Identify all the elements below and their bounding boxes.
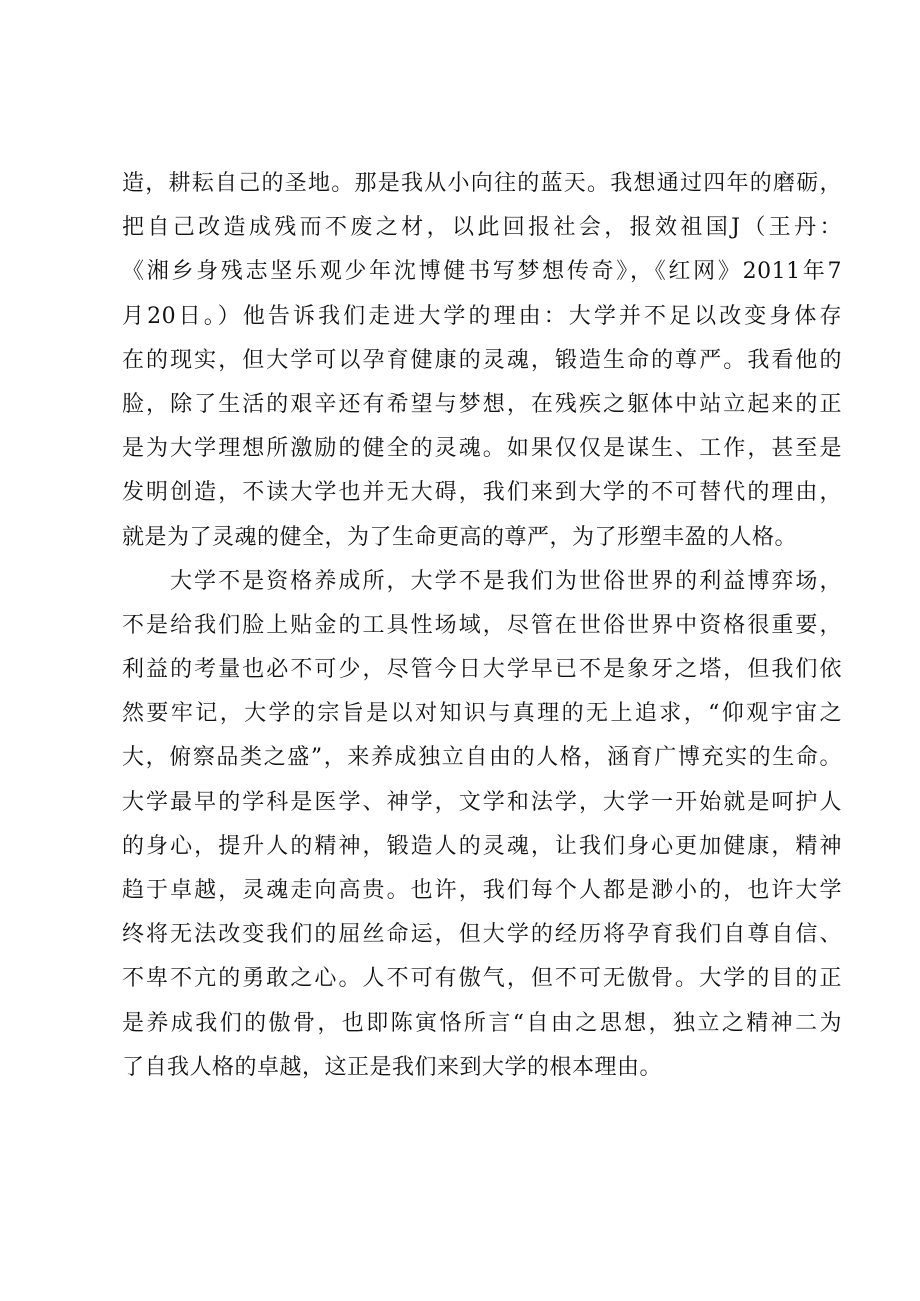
text-line: 终将无法改变我们的屈丝命运，但大学的经历将孕育我们自尊自信、 [122, 922, 842, 948]
text-line: 把自己改造成残而不废之材，以此回报社会，报效祖国J（王丹： [122, 215, 842, 241]
text-line: 脸，除了生活的艰辛还有希望与梦想，在残疾之躯体中站立起来的正 [122, 391, 842, 417]
text-line: 利益的考量也必不可少，尽管今日大学早已不是象牙之塔，但我们依 [122, 657, 842, 683]
text-line: 大学最早的学科是医学、神学，文学和法学，大学一开始就是呵护人 [122, 789, 842, 815]
body-text [122, 162, 842, 1090]
text-line: 月20日。）他告诉我们走进大学的理由：大学并不足以改变身体存 [122, 303, 842, 329]
text-line: 是为大学理想所激励的健全的灵魂。如果仅仅是谋生、工作，甚至是 [122, 436, 842, 462]
text-line: 就是为了灵魂的健全，为了生命更高的尊严，为了形塑丰盈的人格。 [122, 524, 798, 550]
text-line: 发明创造，不读大学也并无大碍，我们来到大学的不可替代的理由， [122, 480, 842, 506]
text-line: 不是给我们脸上贴金的工具性场域，尽管在世俗世界中资格很重要， [122, 612, 842, 638]
text-line: 大，俯察品类之盛”，来养成独立自由的人格，涵育广博充实的生命。 [122, 745, 842, 771]
text-line: 了自我人格的卓越，这正是我们来到大学的根本理由。 [122, 1054, 663, 1080]
text-line: 在的现实，但大学可以孕育健康的灵魂，锻造生命的尊严。我看他的 [122, 347, 842, 373]
text-line: 是养成我们的傲骨，也即陈寅恪所言“自由之思想，独立之精神二为 [122, 1010, 842, 1036]
text-line: 造，耕耘自己的圣地。那是我从小向往的蓝天。我想通过四年的磨砺， [122, 171, 842, 196]
text-line: 的身心，提升人的精神，锻造人的灵魂，让我们身心更加健康，精神 [122, 833, 842, 859]
text-line: 《湘乡身残志坚乐观少年沈博健书写梦想传奇》，《红网》2011年7 [122, 259, 842, 285]
paragraph-first-line: 大学不是资格养成所，大学不是我们为世俗世界的利益博弈场， [170, 568, 842, 594]
text-line: 不卑不亢的勇敢之心。人不可有傲气，但不可无傲骨。大学的目的正 [122, 966, 842, 992]
text-line: 然要牢记，大学的宗旨是以对知识与真理的无上追求，“仰观宇宙之 [122, 701, 842, 727]
text-line: 趋于卓越，灵魂走向高贵。也许，我们每个人都是渺小的，也许大学 [122, 878, 842, 903]
